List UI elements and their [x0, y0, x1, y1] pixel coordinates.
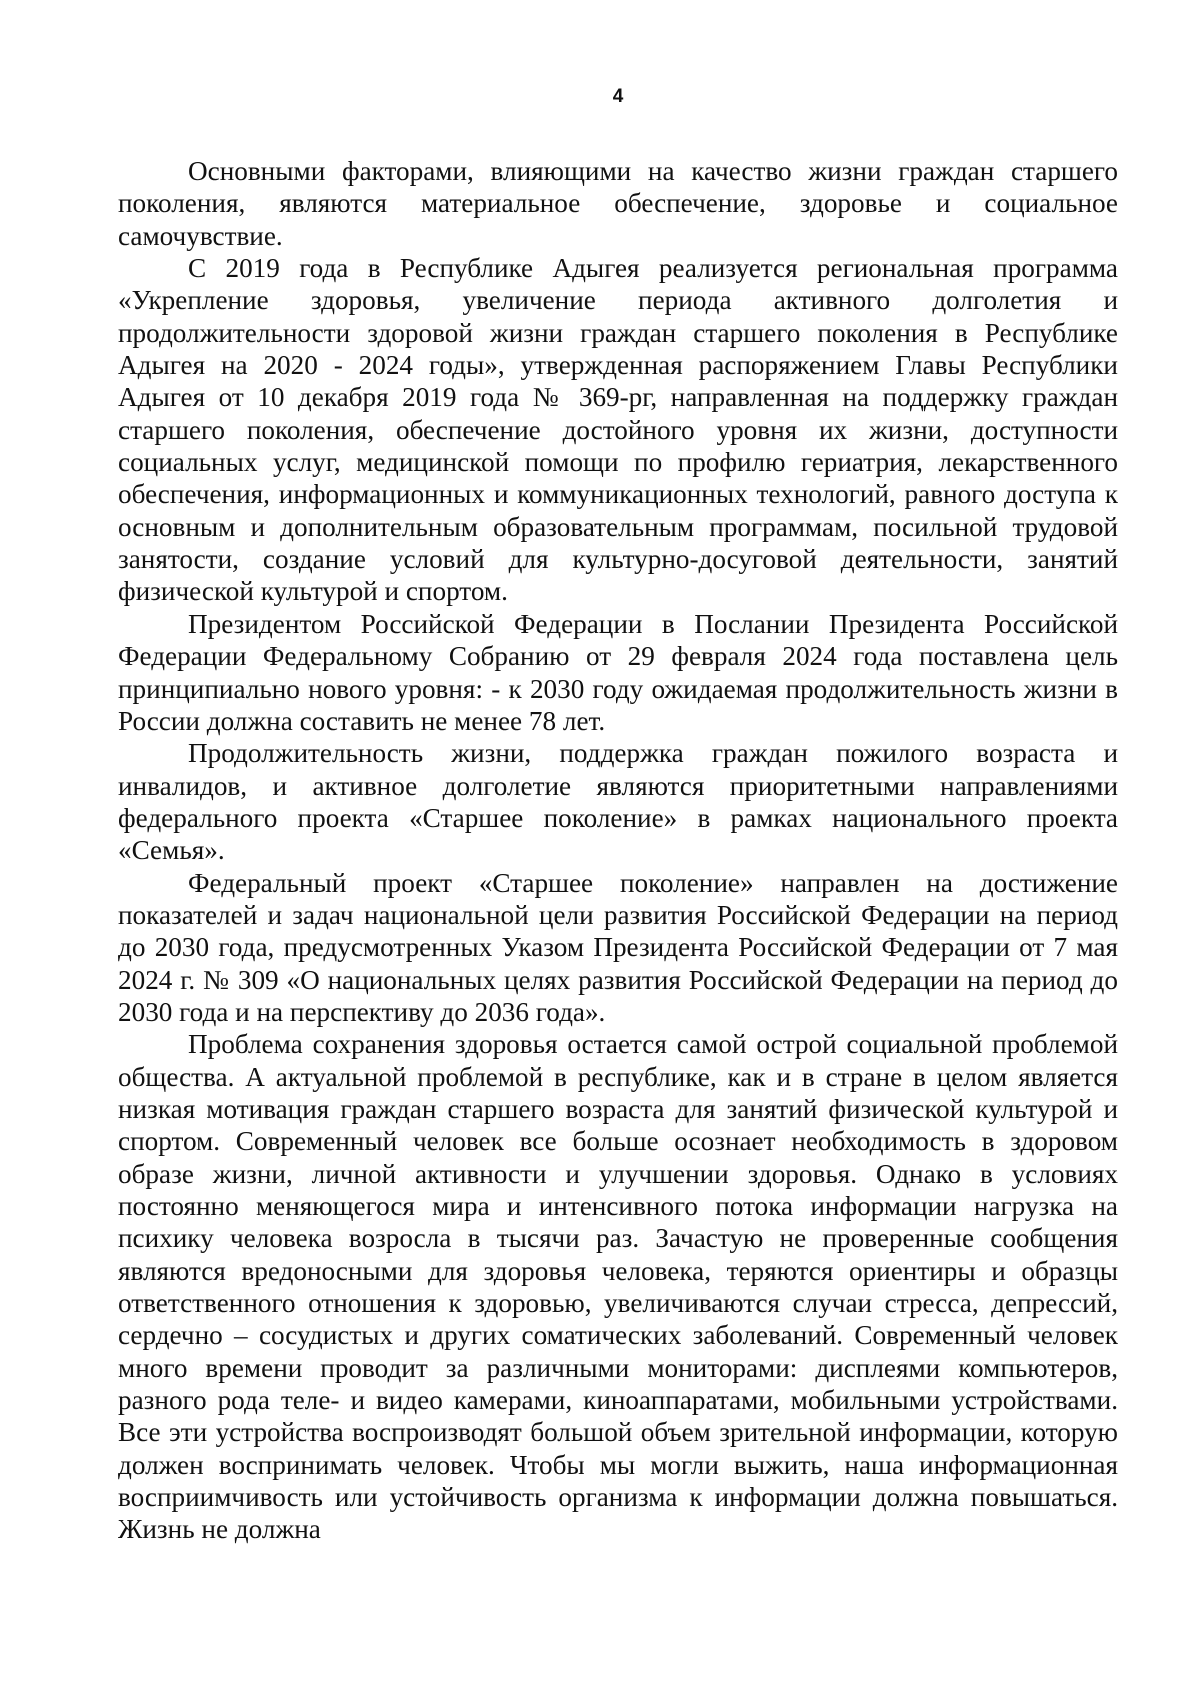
document-body: [118, 155, 1118, 1546]
paragraph-health-problem: Проблема сохранения здоровья остается самой острой социальной проблемой общества. А актуальной проблемой в республике, как и в стране в целом является низкая мотивация граждан старшего возраста для занятий физической культурой и спортом. Современный человек все больше осознает необходимость в здоровом образе жизни, личной активности и улучшении здоровья. Однако в условиях постоянно меняющегося мира и интенсивного потока информации нагрузка на психику человека возросла в тысячи раз. Зачастую не проверенные сообщения являются вредоносными для здоровья человека, теряются ориентиры и образцы ответственного отношения к здоровью, увеличиваются случаи стресса, депрессий, сердечно – сосудистых и других соматических заболеваний. Современный человек много времени проводит за различными мониторами: дисплеями компьютеров, разного рода теле- и видео камерами, киноаппаратами, мобильными устройствами. Все эти устройства воспроизводят большой объем зрительной информации, которую должен воспринимать человек. Чтобы мы могли выжить, наша информационная восприимчивость или устойчивость организма к информации должна повышаться. Жизнь не должна: [118, 1029, 1118, 1545]
paragraph-priority-directions: Продолжительность жизни, поддержка граждан пожилого возраста и инвалидов, и активное долголетие являются приоритетными направлениями федерального проекта «Старшее поколение» в рамках национального проекта «Семья».: [118, 738, 1118, 866]
paragraph-quality-factors: Основными факторами, влияющими на качество жизни граждан старшего поколения, являются материальное обеспечение, здоровье и социальное самочувствие.: [118, 156, 1118, 251]
paragraph-presidential-goal: Президентом Российской Федерации в Послании Президента Российской Федерации Федеральному Собранию от 29 февраля 2024 года поставлена цель принципиально нового уровня: - к 2030 году ожидаемая продолжительность жизни в России должна составить не менее 78 лет.: [118, 608, 1118, 736]
paragraph-federal-project: Федеральный проект «Старшее поколение» направлен на достижение показателей и задач национальной цели развития Российской Федерации на период до 2030 года, предусмотренных Указом Президента Российской Федерации от 7 мая 2024 г. № 309 «О национальных целях развития Российской Федерации на период до 2030 года и на перспективу до 2036 года».: [118, 867, 1118, 1027]
paragraph-regional-program: С 2019 года в Республике Адыгея реализуется региональная программа «Укрепление здоровья, увеличение периода активного долголетия и продолжительности здоровой жизни граждан старшего поколения в Республике Адыгея на 2020 - 2024 годы», утвержденная распоряжением Главы Республики Адыгея от 10 декабря 2019 года № 369-рг, направленная на поддержку граждан старшего поколения, обеспечение достойного уровня их жизни, доступности социальных услуг, медицинской помощи по профилю гериатрия, лекарственного обеспечения, информационных и коммуникационных технологий, равного доступа к основным и дополнительным образовательным программам, посильной трудовой занятости, создание условий для культурно-досуговой деятельности, занятий физической культурой и спортом.: [118, 253, 1118, 607]
page-number: 4: [612, 86, 624, 107]
